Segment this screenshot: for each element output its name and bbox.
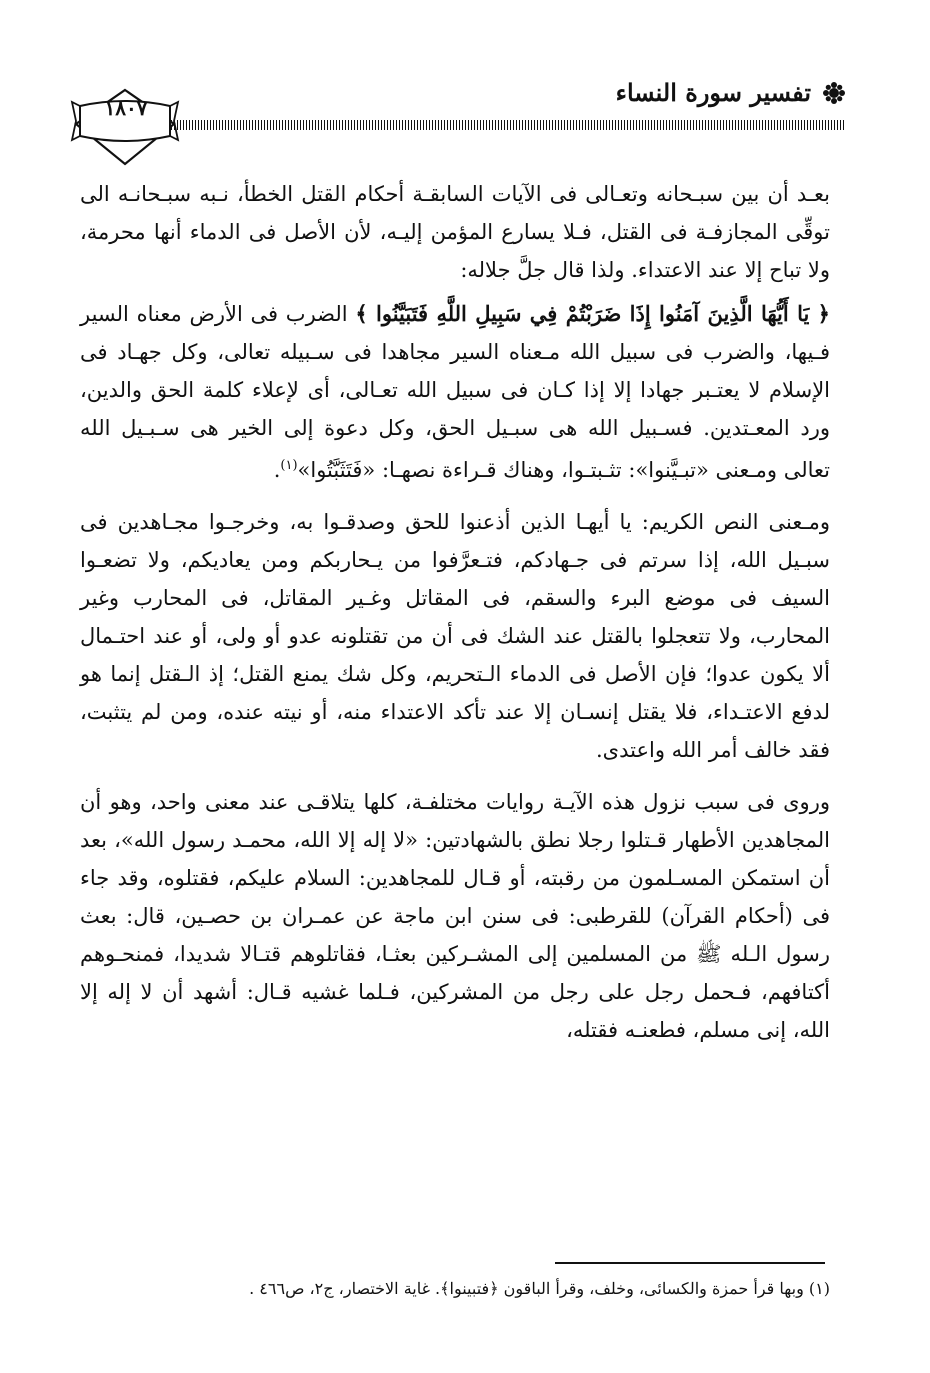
quran-verse: ﴿ يَا أَيُّهَا الَّذِينَ آمَنُوا إِذَا ضَرَبْتُمْ فِي سَبِيلِ اللَّهِ فَتَبَيَّنُوا ﴾ [355,301,830,326]
header-title-group [616,78,845,107]
footnote-separator [555,1262,825,1264]
page-header [70,68,845,168]
paragraph-meaning: ومـعنى النص الكريم: يا أيهـا الذين أذعنوا للحق وصدقـوا به، وخرجـوا مجـاهدين فى سبـيل الله، إذا سرتم فى جـهادكم، فتـعرَّفوا من يـحاربكم ومن يعاديكم، ولا تضعـوا السيف فى موضع البرء والسقم، فى المقاتل وغـير المقاتل، فى المحارب وغير المحارب، ولا تتعجلوا بالقتل عند الشك فى أن من تقتلونه عدو أو ولى، أو عند احتـمال ألا يكون عدوا؛ فإن الأصل فى الدماء الـتحريم، وكل شك يمنع القتل؛ إذ الـقتل إنما هو لدفع الاعتـداء، فلا يقتل إنسـان إلا عند تأكد الاعتداء منه، أو نيته عنده، ومن لم يتثبت، فقد خالف أمر الله واعتدى. [80,510,830,762]
footnote: (١) وبها قرأ حمزة والكسائى، وخلف، وقرأ الباقون ﴿فتبينوا﴾. غاية الاختصار، ج٢، ص٤٦٦ . [249,1279,830,1298]
paragraph-verse-explanation [80,295,830,489]
flower-ornament-icon [823,82,845,104]
page-number: ١٨٠٧ [104,96,148,120]
paragraph-revelation-cause: وروى فى سبب نزول هذه الآيـة روايات مختلفـة، كلها يتلاقـى عند معنى واحد، وهو أن المجاهدين الأطهار قـتلوا رجلا نطق بالشهادتين: «لا إله إلا الله، محمـد رسول الله»، بعد أن استمكن المسـلمون من رقبته، أو قـال للمجاهدين: السلام عليكم، فقتلوه، وقد جاء فى (أحكام القرآن) للقرطبى: فى سنن ابن ماجة عن عمـران بن حصـين، قال: بعث رسول الـله ﷺ من المسلمين إلى المشـركين بعثـا، فقاتلوهم قتـالا شديدا، فمنحـوهم أكتافهم، فـحمل رجل على رجل من المشركين، فـلما غشيه قـال: أشهد أن لا إله إلا الله، إنى مسلم، فطعنـه فقتله، [80,790,830,1042]
running-title: تفسير سورة النساء [615,78,811,107]
paragraph-intro: بعـد أن بين سبـحانه وتعـالى فى الآيات السابقـة أحكام القتل الخطأ، نـبه سبـحانـه الى توقِّى المجازفـة فى القتل، فـلا يسارع المؤمن إليـه، لأن الأصل فى الدماء أنها محرمة، ولا تباح إلا عند الاعتداء. ولذا قال جلَّ جلاله: [80,182,830,282]
footnote-ref: (١) [280,458,298,473]
sentence-end: . [273,458,281,482]
verse-explanation: الضرب فى الأرض معناه السير فـيها، والضرب فى سبيل الله مـعناه السير مجاهدا فى سـبيله تعالى، وكل جهـاد فى الإسلام لا يعتـبر جهادا إلا إذا كـان فى سبيل الله تعـالى، أى لإعلاء كلمة الحق والدين، ورد المعـتدين. فسـبيل الله هى سبـيل الحق، وكل دعوة إلى الخير هى سـبـيل الله تعالى ومـعنى «تبـيَّنوا»: تثـبتـوا، وهناك قـراءة نصهـا: «فَتَثَبَّتُوا» [80,302,830,482]
main-text [80,175,830,1049]
header-rule [168,120,845,130]
